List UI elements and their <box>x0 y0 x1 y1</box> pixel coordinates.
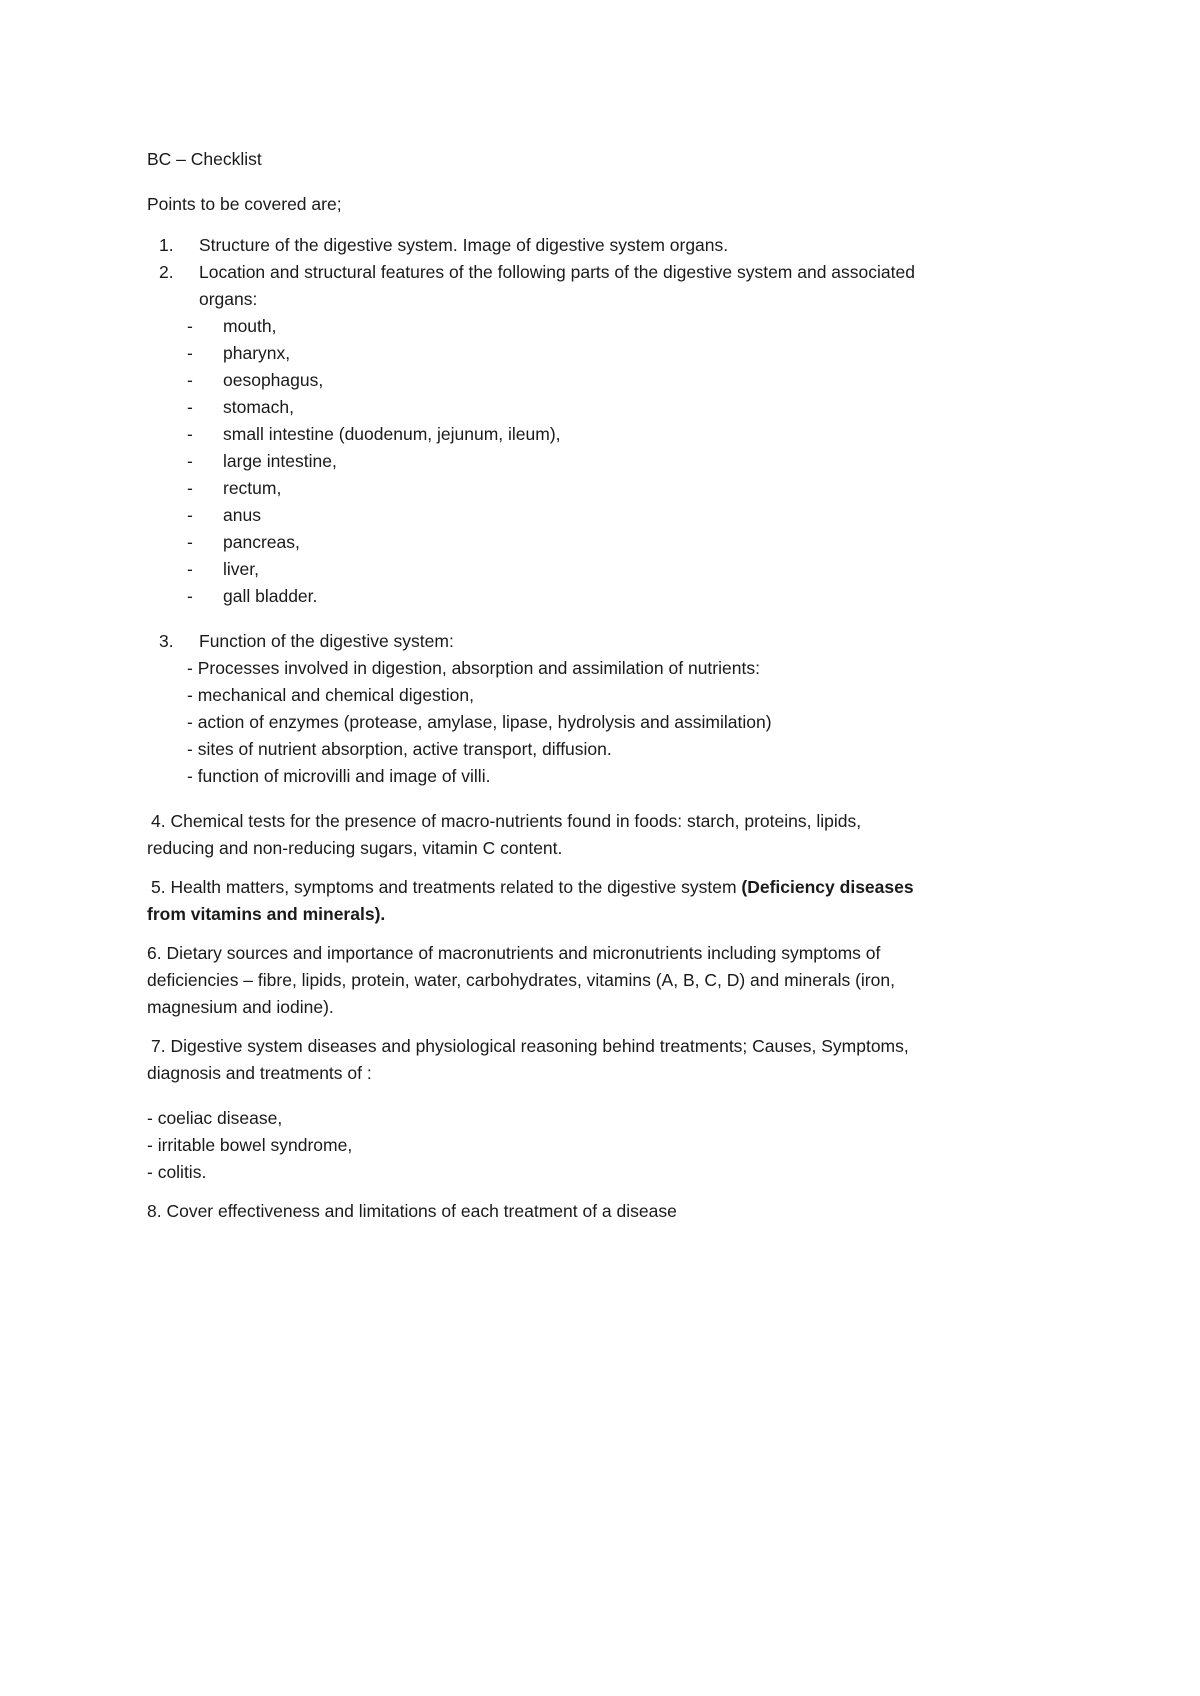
item-6-line-1: 6. Dietary sources and importance of macronutrients and micronutrients including symptoms of <box>147 943 881 963</box>
organ-list-item <box>147 421 1047 448</box>
function-list <box>147 655 1047 790</box>
list-item-text: Structure of the digestive system. Image of digestive system organs. <box>199 235 729 255</box>
organ-name: anus <box>223 505 261 525</box>
function-sub-item: - sites of nutrient absorption, active transport, diffusion. <box>187 739 612 759</box>
organ-list-item <box>147 556 1047 583</box>
organ-list <box>147 313 1047 610</box>
disease-list-item: - coeliac disease, <box>147 1108 283 1128</box>
page-title: BC – Checklist <box>147 149 262 169</box>
dash-bullet: - <box>187 316 193 336</box>
item-5-bold-a: (Deficiency diseases <box>741 877 914 897</box>
item-6-line-3: magnesium and iodine). <box>147 997 334 1017</box>
organ-list-item <box>147 313 1047 340</box>
organ-list-item <box>147 367 1047 394</box>
organ-name: mouth, <box>223 316 277 336</box>
organ-list-item <box>147 394 1047 421</box>
item-4-line-2: reducing and non-reducing sugars, vitamin C content. <box>147 838 563 858</box>
dash-bullet: - <box>187 478 193 498</box>
function-sub-item: - mechanical and chemical digestion, <box>187 685 474 705</box>
organ-name: small intestine (duodenum, jejunum, ileum), <box>223 424 561 444</box>
item-5-end: . <box>380 904 386 924</box>
list-item-2-continuation: organs: <box>199 289 258 309</box>
intro-text: Points to be covered are; <box>147 194 342 214</box>
dash-bullet: - <box>187 586 193 606</box>
list-number: 2. <box>159 262 174 282</box>
item-6-line-2: deficiencies – fibre, lipids, protein, water, carbohydrates, vitamins (A, B, C, D) and minerals (iron, <box>147 970 895 990</box>
function-sub-item: - function of microvilli and image of villi. <box>187 766 491 786</box>
item-5-line-2 <box>147 901 1047 928</box>
dash-bullet: - <box>187 505 193 525</box>
list-item-3 <box>147 628 1047 655</box>
organ-list-item <box>147 529 1047 556</box>
organ-list-item <box>147 448 1047 475</box>
disease-list <box>147 1105 1047 1186</box>
dash-bullet: - <box>187 397 193 417</box>
dash-bullet: - <box>187 451 193 471</box>
list-item-text: Function of the digestive system: <box>199 631 454 651</box>
function-sub-item: - action of enzymes (protease, amylase, lipase, hydrolysis and assimilation) <box>187 712 772 732</box>
list-item-1 <box>147 232 1047 259</box>
item-5-text: 5. Health matters, symptoms and treatments related to the digestive system <box>151 877 742 897</box>
organ-name: stomach, <box>223 397 294 417</box>
function-sub-item: - Processes involved in digestion, absorption and assimilation of nutrients: <box>187 658 760 678</box>
item-5-bold-b: from vitamins and minerals) <box>147 904 381 924</box>
item-8: 8. Cover effectiveness and limitations of each treatment of a disease <box>147 1201 677 1221</box>
disease-list-item: - irritable bowel syndrome, <box>147 1135 353 1155</box>
dash-bullet: - <box>187 343 193 363</box>
organ-list-item <box>147 340 1047 367</box>
item-4-line-1: 4. Chemical tests for the presence of macro-nutrients found in foods: starch, proteins, lipids, <box>151 811 862 831</box>
list-item-text: Location and structural features of the following parts of the digestive system and associated <box>199 262 915 282</box>
dash-bullet: - <box>187 532 193 552</box>
organ-name: pharynx, <box>223 343 291 363</box>
list-item-2 <box>147 259 1047 286</box>
organ-list-item <box>147 583 1047 610</box>
item-7-line-2: diagnosis and treatments of : <box>147 1063 372 1083</box>
disease-list-item: - colitis. <box>147 1162 207 1182</box>
item-7-line-1: 7. Digestive system diseases and physiological reasoning behind treatments; Causes, Symptoms, <box>151 1036 909 1056</box>
dash-bullet: - <box>187 559 193 579</box>
organ-list-item <box>147 475 1047 502</box>
organ-name: liver, <box>223 559 259 579</box>
organ-name: large intestine, <box>223 451 337 471</box>
list-number: 1. <box>159 235 174 255</box>
dash-bullet: - <box>187 370 193 390</box>
organ-name: pancreas, <box>223 532 300 552</box>
document-page <box>147 146 1047 1225</box>
list-number: 3. <box>159 631 174 651</box>
organ-list-item <box>147 502 1047 529</box>
item-5-line-1 <box>147 874 1047 901</box>
organ-name: gall bladder. <box>223 586 318 606</box>
organ-name: oesophagus, <box>223 370 324 390</box>
organ-name: rectum, <box>223 478 282 498</box>
dash-bullet: - <box>187 424 193 444</box>
